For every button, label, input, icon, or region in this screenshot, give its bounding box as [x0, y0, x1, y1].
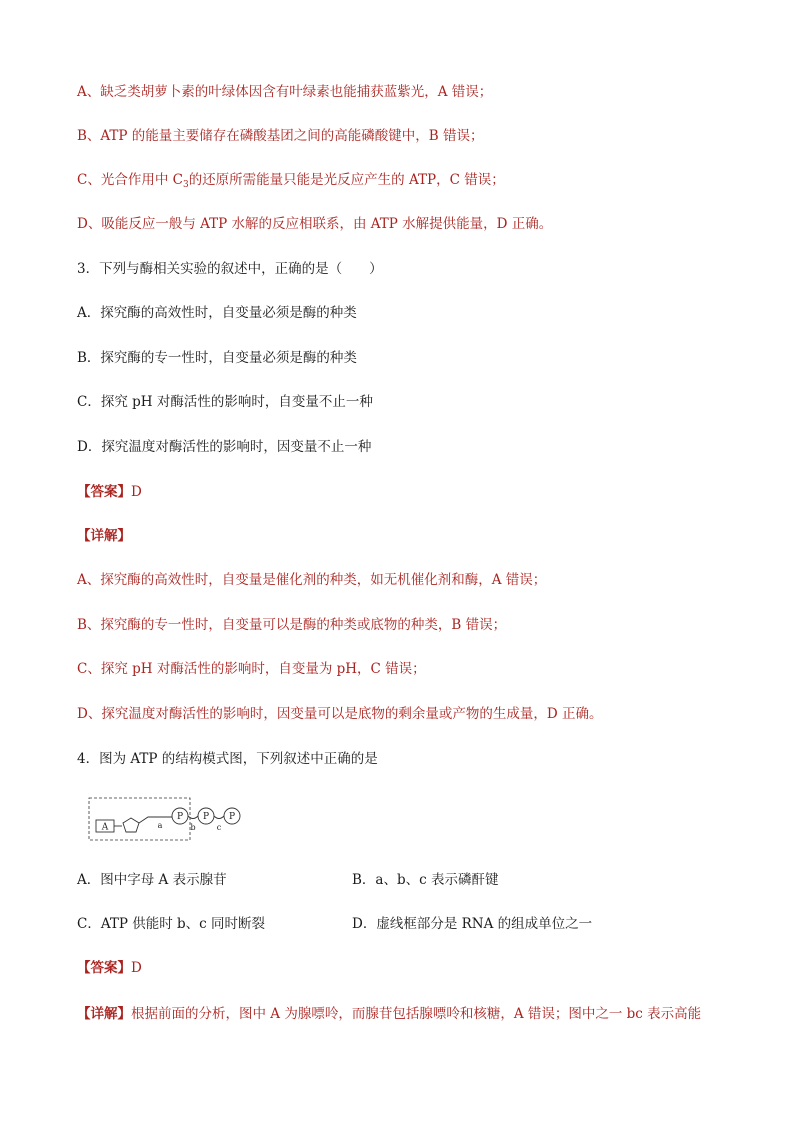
phosphate-1-label: P [176, 812, 184, 822]
q3-option-d: D．探究温度对酶活性的影响时，因变量不止一种 [77, 439, 372, 455]
q4-option-a: A．图中字母 A 表示腺苷 [77, 872, 227, 888]
q3-option-b: B．探究酶的专一性时，自变量必须是酶的种类 [77, 350, 357, 366]
q4-detail [77, 1004, 734, 1024]
q4-detail-label: 【详解】 [77, 1006, 131, 1022]
adenine-label: A [101, 822, 109, 833]
bond-b-line [188, 816, 198, 819]
q3-detail-label [77, 526, 734, 546]
prev-explanation-d: D、吸能反应一般与 ATP 水解的反应相联系，由 ATP 水解提供能量，D 正确。 [77, 216, 553, 232]
prev-explanation-c-post: 的还原所需能量只能是光反应产生的 ATP，C 错误； [188, 172, 505, 188]
q4-answer [77, 958, 734, 978]
q4-option-b: B．a、b、c 表示磷酐键 [352, 872, 499, 888]
phosphate-2-label: P [202, 812, 210, 822]
prev-explanation-c-pre: C、光合作用中 C [77, 172, 183, 188]
bond-b-label: b [190, 823, 196, 832]
q4-answer-label: 【答案】 [77, 960, 131, 976]
atp-structure-diagram [88, 797, 258, 847]
q3-answer-label: 【答案】 [77, 484, 131, 500]
q3-explanation-c: C、探究 pH 对酶活性的影响时，自变量为 pH，C 错误； [77, 661, 426, 677]
bond-a-line [139, 817, 172, 823]
phosphate-3-label: P [228, 812, 236, 822]
q3-explanation-d: D、探究温度对酶活性的影响时，因变量可以是底物的剩余量或产物的生成量，D 正确。 [77, 706, 603, 722]
q3-explanation-b: B、探究酶的专一性时，自变量可以是酶的种类或底物的种类，B 错误； [77, 617, 507, 633]
q4-stem: 4．图为 ATP 的结构模式图，下列叙述中正确的是 [77, 751, 378, 767]
ribose-pentagon [123, 818, 139, 832]
prev-explanation-a: A、缺乏类胡萝卜素的叶绿体因含有叶绿素也能捕获蓝紫光，A 错误； [77, 84, 493, 100]
q4-answer-value: D [131, 960, 142, 976]
q3-detail-label-text: 【详解】 [77, 528, 131, 544]
prev-explanation-c [77, 170, 734, 195]
q3-answer-value: D [131, 484, 142, 500]
bond-c-line [214, 816, 224, 819]
q4-option-c: C．ATP 供能时 b、c 同时断裂 [77, 916, 266, 932]
bond-c-label: c [216, 823, 222, 832]
q3-option-a: A．探究酶的高效性时，自变量必须是酶的种类 [77, 305, 357, 321]
prev-explanation-c-sub: 3 [182, 180, 189, 190]
prev-explanation-b: B、ATP 的能量主要储存在磷酸基团之间的高能磷酸键中，B 错误； [77, 128, 484, 144]
q4-option-d: D．虚线框部分是 RNA 的组成单位之一 [352, 916, 593, 932]
bond-a-label: a [157, 821, 163, 830]
q3-stem: 3．下列与酶相关实验的叙述中，正确的是（ ） [77, 261, 383, 277]
q3-explanation-a: A、探究酶的高效性时，自变量是催化剂的种类，如无机催化剂和酶，A 错误； [77, 572, 547, 588]
q4-detail-text: 根据前面的分析，图中 A 为腺嘌呤，而腺苷包括腺嘌呤和核糖，A 错误；图中之一 bc 表示高能 [131, 1006, 702, 1022]
q3-option-c: C．探究 pH 对酶活性的影响时，自变量不止一种 [77, 394, 373, 410]
q3-answer [77, 482, 734, 502]
atp-diagram-svg [88, 797, 258, 843]
